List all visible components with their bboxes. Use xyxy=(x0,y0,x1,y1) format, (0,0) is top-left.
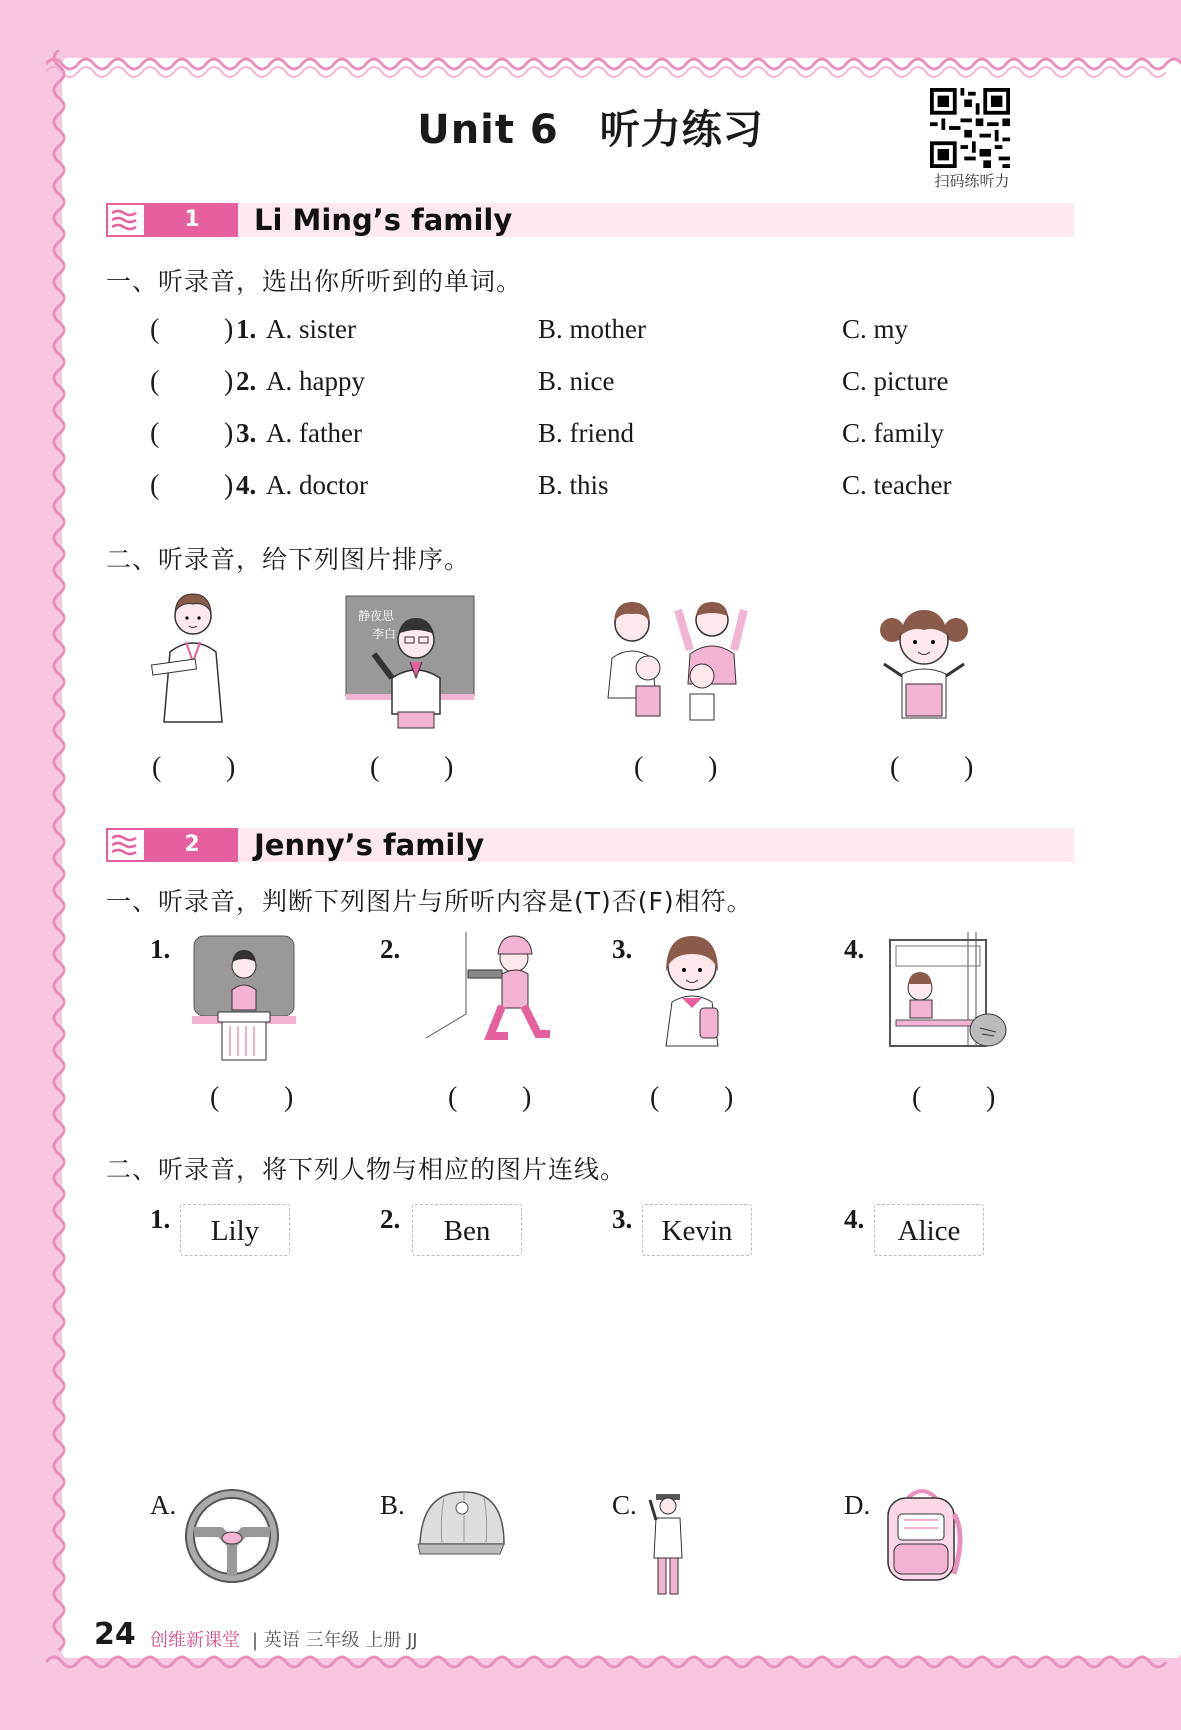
answer-blank[interactable]: ( xyxy=(150,366,160,397)
order-blank-close: ) xyxy=(708,752,718,783)
qr-code[interactable] xyxy=(930,88,1010,168)
girl-picture xyxy=(872,600,976,725)
choice-row: ( ) 4. A. doctor B. this C. teacher xyxy=(150,470,952,501)
name-box-lily[interactable]: Lily xyxy=(180,1204,290,1256)
choice-row: ( ) 1. A. sister B. mother C. my xyxy=(150,314,909,345)
tf-blank-close: ) xyxy=(284,1082,294,1113)
page-number: 24 xyxy=(94,1617,136,1652)
girl-with-backpack xyxy=(654,932,730,1050)
section-number: 2 xyxy=(146,828,238,862)
option-label: C. xyxy=(612,1490,637,1520)
option-a: A. sister xyxy=(266,314,356,344)
option-b: B. friend xyxy=(538,418,634,448)
section-1-bar xyxy=(106,203,1074,237)
choice-row: ( ) 3. A. father B. friend C. family xyxy=(150,418,944,449)
wave-lines-icon xyxy=(106,828,146,862)
question-number: 4. xyxy=(844,1204,865,1234)
steering-wheel[interactable] xyxy=(184,1488,280,1584)
choice-row: ( ) 2. A. happy B. nice C. picture xyxy=(150,366,949,397)
svg-text:静夜思: 静夜思 xyxy=(358,609,395,623)
question-number: 3. xyxy=(612,934,633,964)
tf-blank-close: ) xyxy=(986,1082,996,1113)
part-heading: 一、听录音，判断下列图片与所听内容是(T)否(F)相符。 xyxy=(106,887,753,916)
part-heading: 二、听录音，给下列图片排序。 xyxy=(106,545,471,574)
option-label: D. xyxy=(844,1490,871,1520)
option-c: C. family xyxy=(842,418,944,448)
section-title: Li Ming’s family xyxy=(254,203,513,237)
teacher-at-podium xyxy=(192,932,296,1062)
question-number: 1. xyxy=(236,314,257,344)
part-heading: 二、听录音，将下列人物与相应的图片连线。 xyxy=(106,1155,627,1184)
option-label: A. xyxy=(150,1490,177,1520)
answer-blank[interactable]: ( xyxy=(150,470,160,501)
question-number: 3. xyxy=(612,1204,633,1234)
option-a: A. father xyxy=(266,418,362,448)
name-box-alice[interactable]: Alice xyxy=(874,1204,984,1256)
order-blank-open[interactable]: ( xyxy=(890,752,900,783)
helmet[interactable] xyxy=(414,1488,510,1560)
answer-blank[interactable]: ( xyxy=(150,314,160,345)
option-a: A. doctor xyxy=(266,470,368,500)
answer-blank[interactable]: ( xyxy=(150,418,160,449)
question-number: 4. xyxy=(236,470,257,500)
part-heading: 一、听录音，选出你所听到的单词。 xyxy=(106,267,523,296)
wave-lines-icon xyxy=(106,203,146,237)
question-number: 2. xyxy=(380,1204,401,1234)
question-number: 1. xyxy=(150,1204,171,1234)
question-number: 4. xyxy=(844,934,865,964)
section-title: Jenny’s family xyxy=(254,828,485,862)
book-info: | 英语 三年级 上册 JJ xyxy=(252,1630,418,1651)
tf-blank-close: ) xyxy=(522,1082,532,1113)
doctor-picture xyxy=(148,590,238,730)
option-b: B. mother xyxy=(538,314,646,344)
tf-blank-open[interactable]: ( xyxy=(210,1082,220,1113)
option-a: A. happy xyxy=(266,366,365,396)
order-blank-open[interactable]: ( xyxy=(634,752,644,783)
option-c: C. teacher xyxy=(842,470,952,500)
order-blank-open[interactable]: ( xyxy=(370,752,380,783)
order-blank-close: ) xyxy=(964,752,974,783)
school-bag[interactable] xyxy=(878,1484,968,1586)
family-picture xyxy=(590,590,760,730)
section-2-bar xyxy=(106,828,1074,862)
wavy-left-border xyxy=(44,50,74,1670)
tf-blank-open[interactable]: ( xyxy=(912,1082,922,1113)
page-title: Unit 6 听力练习 xyxy=(417,107,764,153)
option-c: C. picture xyxy=(842,366,949,396)
question-number: 1. xyxy=(150,934,171,964)
option-b: B. this xyxy=(538,470,609,500)
option-label: B. xyxy=(380,1490,405,1520)
qr-caption: 扫码练听力 xyxy=(934,172,1010,190)
svg-text:李白: 李白 xyxy=(372,627,397,641)
order-blank-open[interactable]: ( xyxy=(152,752,162,783)
wavy-top-border xyxy=(46,44,1181,84)
order-blank-close: ) xyxy=(444,752,454,783)
tf-blank-open[interactable]: ( xyxy=(650,1082,660,1113)
teacher-picture xyxy=(344,590,476,730)
section-number: 1 xyxy=(146,203,238,237)
tf-blank-open[interactable]: ( xyxy=(448,1082,458,1113)
order-blank-close: ) xyxy=(226,752,236,783)
tf-blank-close: ) xyxy=(724,1082,734,1113)
question-number: 2. xyxy=(380,934,401,964)
police-officer[interactable] xyxy=(648,1486,688,1600)
worker-drilling xyxy=(424,932,554,1047)
option-c: C. my xyxy=(842,314,909,344)
book-brand: 创维新课堂 xyxy=(150,1630,240,1651)
question-number: 2. xyxy=(236,366,257,396)
name-box-ben[interactable]: Ben xyxy=(412,1204,522,1256)
question-number: 3. xyxy=(236,418,257,448)
option-b: B. nice xyxy=(538,366,615,396)
name-box-kevin[interactable]: Kevin xyxy=(642,1204,752,1256)
driver-in-bus xyxy=(888,932,1012,1050)
choice-list xyxy=(150,314,1050,522)
